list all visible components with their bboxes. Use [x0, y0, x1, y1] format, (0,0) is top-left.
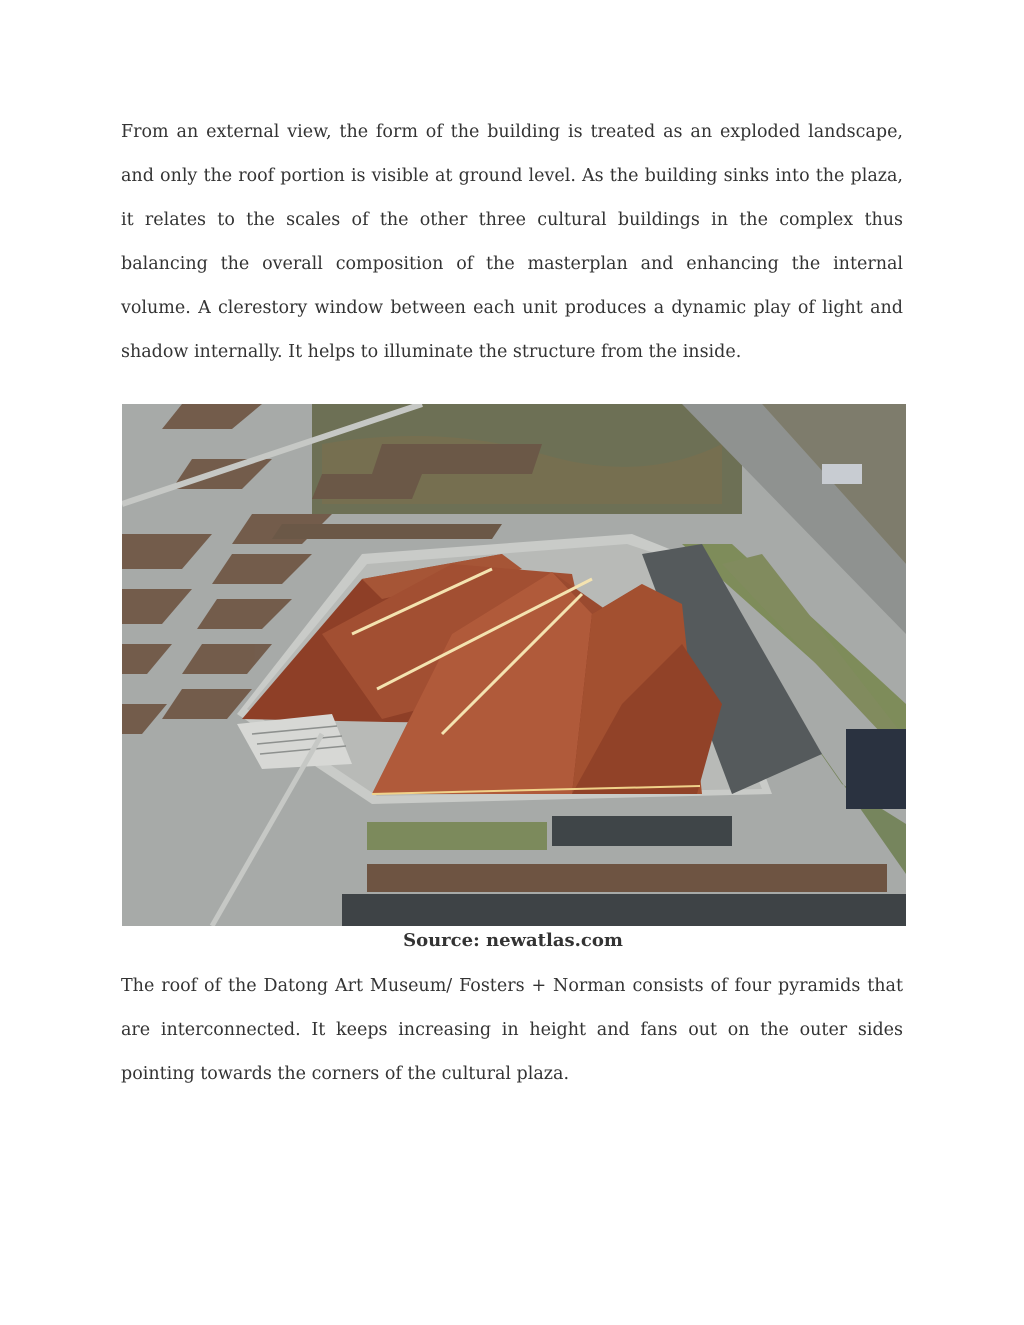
body-paragraph-2: The roof of the Datong Art Museum/ Fosters + Norman consists of four pyramids that are interconnected. It keeps increasing in height and fans out on the outer sides pointing towards the corners of the cultural plaza.: [121, 976, 903, 1084]
figure-caption: Source: newatlas.com: [403, 930, 623, 951]
museum-aerial-photo: [122, 404, 906, 926]
body-paragraph-1: From an external view, the form of the building is treated as an exploded landscape, and only the roof portion is visible at ground level. As the building sinks into the plaza, it relates to the scales of the other three cultural buildings in the complex thus balancing the overall composition of the masterplan and enhancing the internal volume. A clerestory window between each unit produces a dynamic play of light and shadow internally. It helps to illuminate the structure from the inside.: [121, 122, 903, 362]
